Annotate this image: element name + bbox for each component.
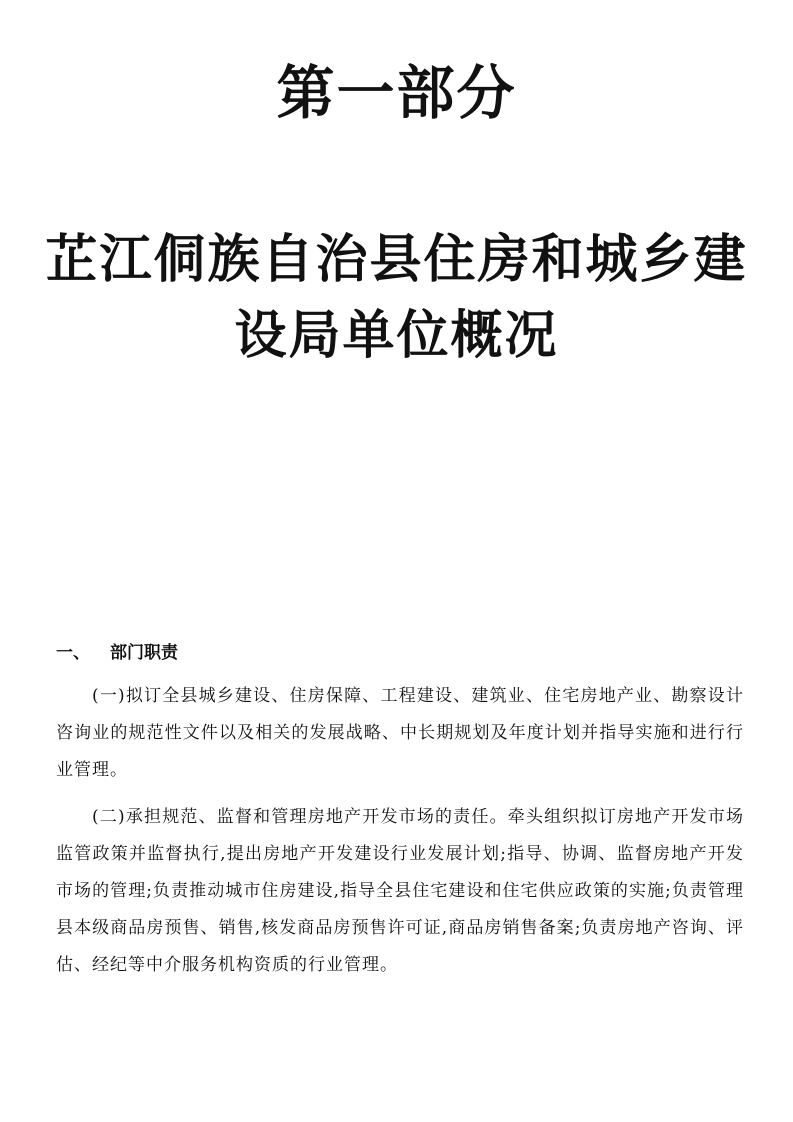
duty-paragraph-2: (二)承担规范、监督和管理房地产开发市场的责任。牵头组织拟订房地产开发市场监管政策并监督执行,提出房地产开发建设行业发展计划;指导、协调、监督房地产开发市场的管理;负责推动城市住房建设,指导全县住宅建设和住宅供应政策的实施;负责管理县本级商品房预售、销售,核发商品房预售许可证,商品房销售备案;负责房地产咨询、评估、经纪等中介服务机构资质的行业管理。: [56, 807, 744, 975]
section-heading-text: 部门职责: [110, 643, 178, 663]
part-title: 第一部分: [276, 59, 517, 127]
section-number: 一、: [56, 643, 90, 663]
section-heading: [56, 640, 178, 666]
unit-title: 芷江侗族自治县住房和城乡建设局单位概况: [45, 230, 748, 366]
duty-paragraph-1: (一)拟订全县城乡建设、住房保障、工程建设、建筑业、住宅房地产业、勘察设计咨询业的规范性文件以及相关的发展战略、中长期规划及年度计划并指导实施和进行行业管理。: [56, 686, 744, 780]
